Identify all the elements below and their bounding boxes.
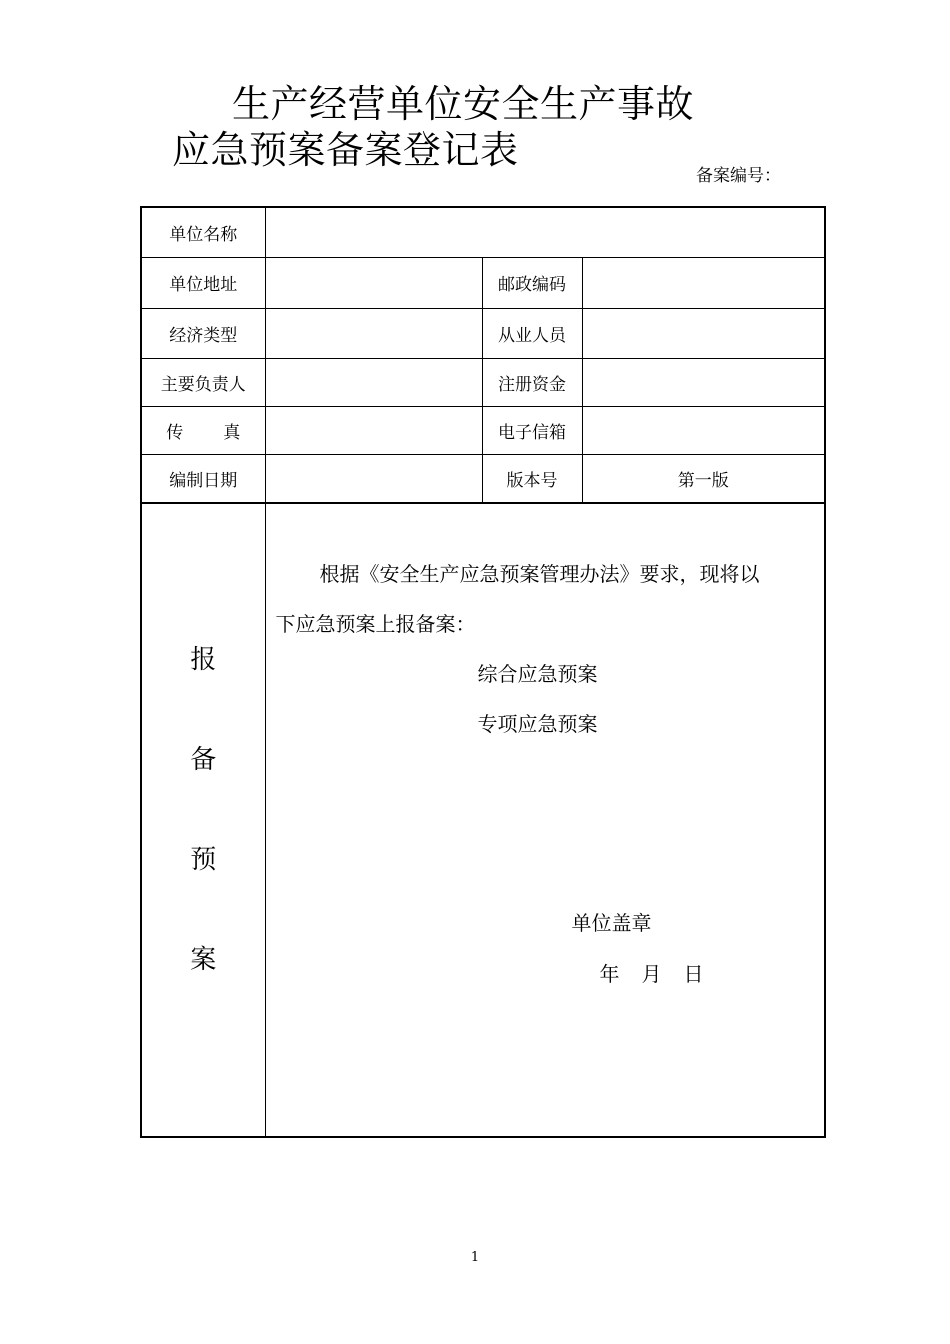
page-number: 1: [470, 1250, 480, 1265]
postal-code-label: 邮政编码: [482, 257, 582, 308]
email-label: 电子信箱: [482, 406, 582, 454]
fax-label-char-1: 传: [166, 422, 184, 443]
filing-label-char-3: 预: [190, 845, 217, 875]
filing-section-content: [265, 503, 825, 1137]
registered-capital-label: 注册资金: [482, 358, 582, 406]
date-year: 年: [599, 962, 620, 986]
unit-address-label: 单位地址: [141, 257, 265, 308]
row-filing-section: [141, 503, 825, 1137]
filing-paragraph-line-1: 根据《安全生产应急预案管理办法》要求，现将以: [319, 562, 760, 586]
unit-seal-label: 单位盖章: [571, 911, 652, 935]
date-month: 月: [641, 962, 662, 986]
date-day: 日: [683, 962, 704, 986]
postal-code-value[interactable]: [582, 257, 825, 308]
row-economic-type: [141, 308, 825, 358]
title-line-2: 应急预案备案登记表: [172, 128, 519, 172]
registered-capital-value[interactable]: [582, 358, 825, 406]
unit-name-label: 单位名称: [141, 207, 265, 257]
email-value[interactable]: [582, 406, 825, 454]
plan-item-special: 专项应急预案: [477, 712, 598, 736]
row-compile-date: [141, 454, 825, 503]
economic-type-value[interactable]: [265, 308, 482, 358]
date-line: [600, 959, 704, 989]
employees-value[interactable]: [582, 308, 825, 358]
economic-type-label: 经济类型: [141, 308, 265, 358]
fax-value[interactable]: [265, 406, 482, 454]
row-fax: [141, 406, 825, 454]
title-line-1: 生产经营单位安全生产事故: [232, 82, 695, 126]
filing-label-char-2: 备: [190, 745, 217, 775]
row-main-person: [141, 358, 825, 406]
unit-address-value[interactable]: [265, 257, 482, 308]
filing-number-label: 备案编号：: [696, 166, 781, 186]
version-label: 版本号: [482, 454, 582, 503]
row-unit-address: [141, 257, 825, 308]
version-value: 第一版: [582, 454, 825, 503]
employees-label: 从业人员: [482, 308, 582, 358]
compile-date-value[interactable]: [265, 454, 482, 503]
row-unit-name: [141, 207, 825, 257]
fax-label: [141, 406, 265, 454]
filing-label-char-4: 案: [190, 945, 217, 975]
filing-paragraph-line-2: 下应急预案上报备案：: [275, 612, 476, 636]
filing-label-char-1: 报: [190, 645, 217, 675]
filing-section-label: [141, 503, 265, 1137]
main-person-value[interactable]: [265, 358, 482, 406]
main-person-label: 主要负责人: [141, 358, 265, 406]
compile-date-label: 编制日期: [141, 454, 265, 503]
plan-item-comprehensive: 综合应急预案: [477, 662, 598, 686]
fax-label-char-2: 真: [223, 422, 241, 443]
registration-form-table: [140, 206, 826, 1138]
unit-name-value[interactable]: [265, 207, 825, 257]
